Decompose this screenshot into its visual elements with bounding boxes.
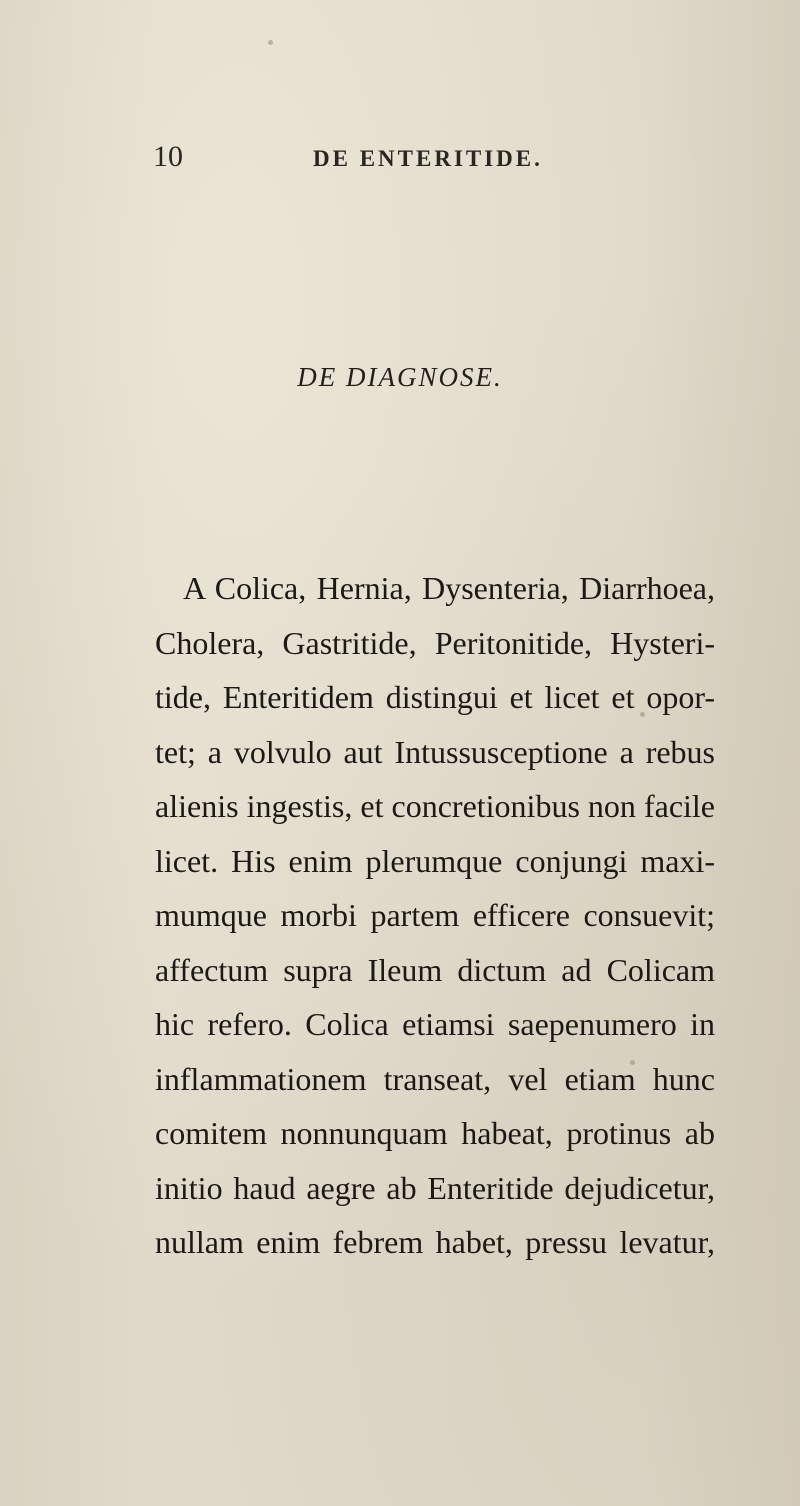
text-line: nullam enim febrem habet, pressu levatur, — [155, 1224, 715, 1260]
text-line: inflammationem transeat, vel etiam hunc — [155, 1060, 715, 1097]
text-line: comitem nonnunquam habeat, protinus ab — [155, 1115, 715, 1151]
section-heading: DE DIAGNOSE. — [297, 362, 503, 392]
running-title: DE ENTERITIDE. — [313, 146, 543, 171]
text-line: affectum supra Ileum dictum ad Colicam — [155, 951, 715, 988]
text-line: hic refero. Colica etiamsi saepenumero in — [155, 1006, 715, 1042]
text-line: mumque morbi partem efficere consuevit; — [155, 897, 715, 933]
text-line: A Colica, Hernia, Dysenteria, Diarrhoea, — [183, 570, 715, 606]
text-line: initio haud aegre ab Enteritide dejudicetur, — [155, 1169, 715, 1206]
text-line: tide, Enteritidem distingui et licet et opor- — [155, 679, 715, 715]
text-line: Cholera, Gastritide, Peritonitide, Hysteri- — [155, 624, 715, 661]
text-line: tet; a volvulo aut Intussusceptione a rebus — [155, 733, 715, 770]
page-number: 10 — [153, 140, 183, 173]
text-line: alienis ingestis, et concretionibus non facile — [155, 788, 715, 824]
paper-speck — [268, 40, 273, 45]
body-paragraph — [155, 568, 715, 1277]
text-line: licet. His enim plerumque conjungi maxi- — [155, 842, 715, 879]
running-head — [0, 140, 800, 180]
